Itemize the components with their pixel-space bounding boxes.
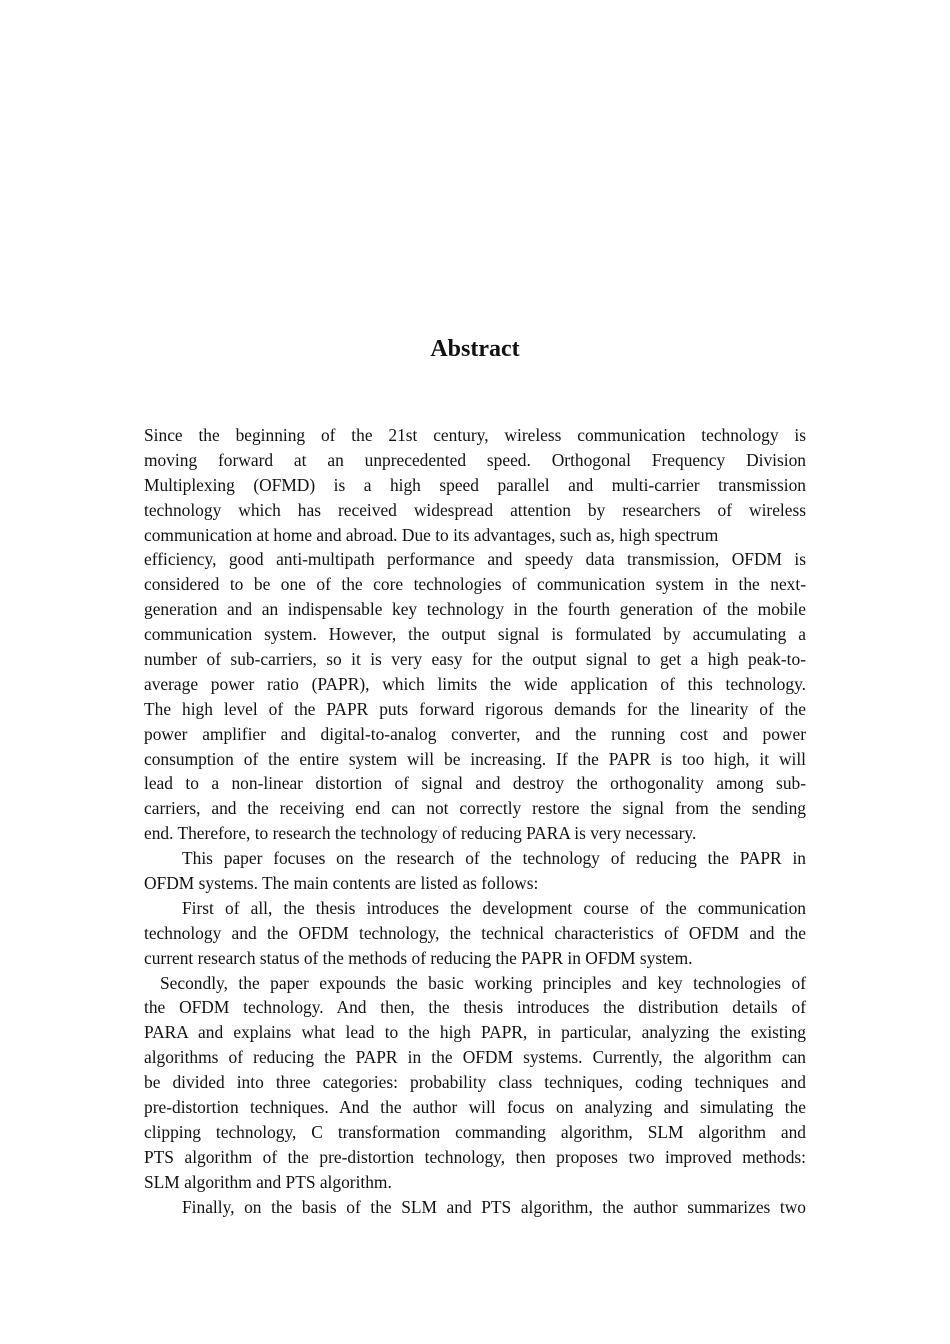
text-line: This paper focuses on the research of the technology of reducing the PAPR in [182, 848, 806, 869]
text-line: current research status of the methods of reducing the PAPR in OFDM system. [144, 947, 693, 968]
text-line: generation and an indispensable key technology in the fourth generation of the mobile [144, 599, 806, 620]
text-line: SLM algorithm and PTS algorithm. [144, 1171, 392, 1192]
text-line: efficiency, good anti-multipath performance and speedy data transmission, OFDM is [144, 549, 806, 570]
text-line: PTS algorithm of the pre-distortion technology, then proposes two improved methods: [144, 1146, 806, 1167]
text-line: First of all, the thesis introduces the development course of the communication [182, 897, 806, 918]
text-line: be divided into three categories: probability class techniques, coding techniques and [144, 1072, 806, 1093]
text-line: clipping technology, C transformation commanding algorithm, SLM algorithm and [144, 1121, 806, 1142]
text-line: The high level of the PAPR puts forward rigorous demands for the linearity of the [144, 698, 806, 719]
page-title: Abstract [430, 336, 520, 362]
text-line: Secondly, the paper expounds the basic working principles and key technologies of [160, 972, 806, 993]
text-line: Finally, on the basis of the SLM and PTS algorithm, the author summarizes two [182, 1196, 806, 1217]
text-line: end. Therefore, to research the technology of reducing PARA is very necessary. [144, 823, 697, 844]
text-line: lead to a non-linear distortion of signal and destroy the orthogonality among sub- [144, 773, 806, 794]
text-line: Multiplexing (OFMD) is a high speed parallel and multi-carrier transmission [144, 474, 806, 495]
abstract-body [144, 423, 806, 1220]
text-line: communication system. However, the output signal is formulated by accumulating a [144, 624, 806, 645]
text-line: technology and the OFDM technology, the technical characteristics of OFDM and the [144, 922, 806, 943]
text-line: algorithms of reducing the PAPR in the OFDM systems. Currently, the algorithm can [144, 1047, 806, 1068]
text-line: OFDM systems. The main contents are listed as follows: [144, 873, 539, 894]
text-line: considered to be one of the core technologies of communication system in the next- [144, 574, 806, 595]
text-line: technology which has received widespread attention by researchers of wireless [144, 499, 806, 520]
text-line: pre-distortion techniques. And the author will focus on analyzing and simulating the [144, 1097, 806, 1118]
text-line: communication at home and abroad. Due to its advantages, such as, high spectrum [144, 524, 719, 545]
text-line: number of sub-carriers, so it is very easy for the output signal to get a high peak-to- [144, 649, 806, 670]
text-line: the OFDM technology. And then, the thesis introduces the distribution details of [144, 997, 806, 1018]
text-line: average power ratio (PAPR), which limits the wide application of this technology. [144, 673, 806, 694]
text-line: Since the beginning of the 21st century, wireless communication technology is [144, 425, 806, 445]
text-line: carriers, and the receiving end can not correctly restore the signal from the sending [144, 798, 806, 819]
text-line: consumption of the entire system will be increasing. If the PAPR is too high, it will [144, 748, 806, 769]
text-line: moving forward at an unprecedented speed. Orthogonal Frequency Division [144, 449, 806, 470]
text-line: power amplifier and digital-to-analog converter, and the running cost and power [144, 723, 806, 744]
text-line: PARA and explains what lead to the high PAPR, in particular, analyzing the existing [144, 1022, 806, 1043]
